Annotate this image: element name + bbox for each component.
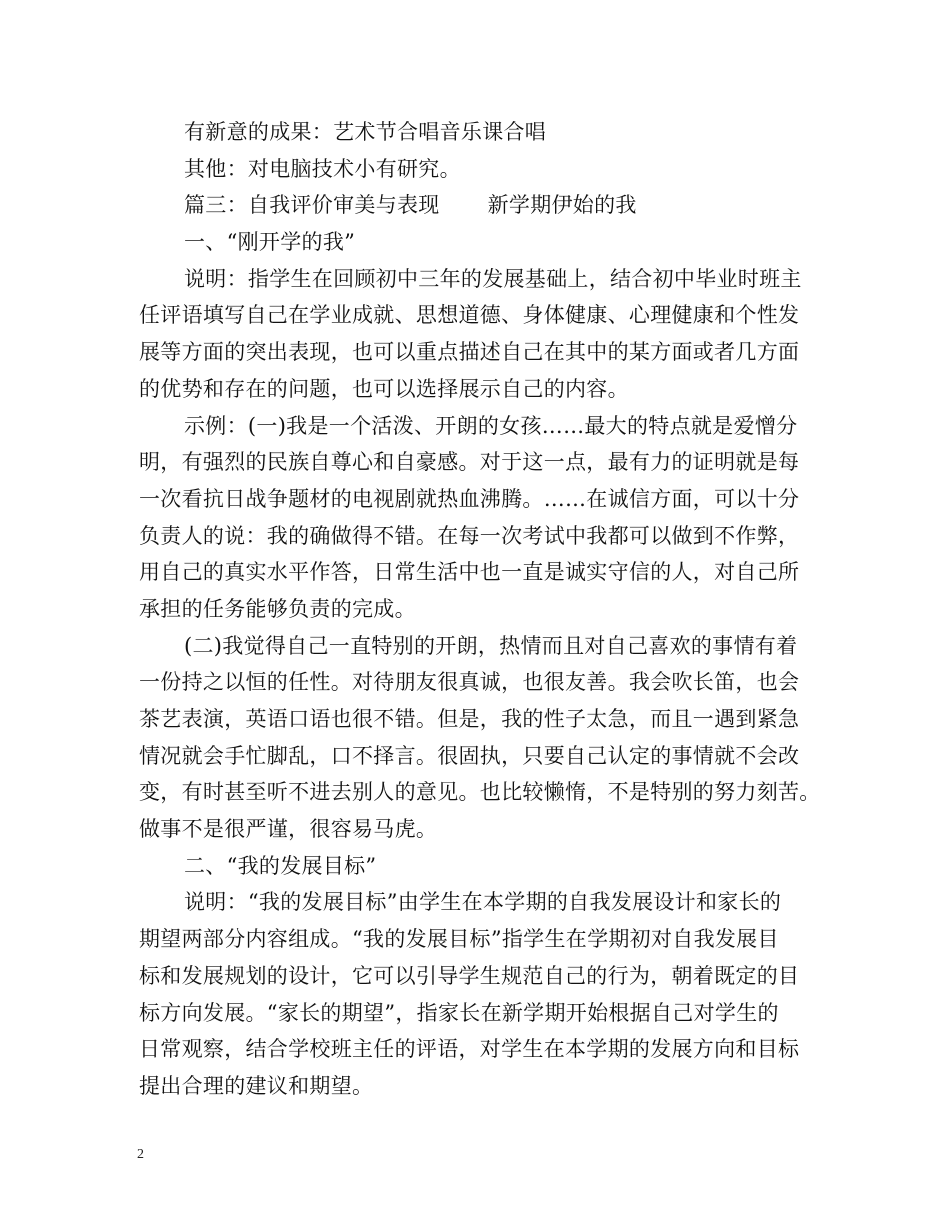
paragraph-line: 承担的任务能够负责的完成。: [139, 596, 416, 621]
page-number: 2: [137, 1147, 144, 1162]
paragraph-line: 一份持之以恒的任性。对待朋友很真诚，也很友善。我会吹长笛，也会: [139, 670, 800, 695]
paragraph-line: 标和发展规划的设计，它可以引导学生规范自己的行为，朝着既定的目: [139, 963, 800, 988]
paragraph-line: 其他：对电脑技术小有研究。: [184, 156, 461, 181]
section-title-line: [139, 187, 829, 224]
paragraph-line: 有新意的成果：艺术节合唱音乐课合唱: [184, 120, 547, 144]
paragraph-line: 明，有强烈的民族自尊心和自豪感。对于这一点，最有力的证明就是每: [139, 450, 800, 475]
paragraph-line: 做事不是很严谨，很容易马虎。: [139, 817, 438, 842]
section-heading: 二、“我的发展目标”: [184, 853, 377, 878]
paragraph-line: 任评语填写自己在学业成就、思想道德、身体健康、心理健康和个性发: [139, 303, 800, 328]
paragraph-line: 示例：(一)我是一个活泼、开朗的女孩……最大的特点就是爱憎分: [184, 413, 798, 438]
paragraph-line: 用自己的真实水平作答，日常生活中也一直是诚实守信的人，对自己所: [139, 560, 800, 585]
section-heading: 一、“刚开学的我”: [184, 230, 356, 255]
paragraph-line: 变，有时甚至听不进去别人的意见。也比较懒惰，不是特别的努力刻苦。: [139, 780, 821, 805]
paragraph-line: 标方向发展。“家长的期望”，指家长在新学期开始根据自己对学生的: [139, 1000, 779, 1025]
section-title: 篇三：自我评价审美与表现: [184, 193, 440, 218]
paragraph-line: 茶艺表演，英语口语也很不错。但是，我的性子太急，而且一遇到紧急: [139, 707, 800, 731]
paragraph-line: 一次看抗日战争题材的电视剧就热血沸腾。……在诚信方面，可以十分: [139, 486, 800, 511]
paragraph-line: (二)我觉得自己一直特别的开朗，热情而且对自己喜欢的事情有着: [184, 633, 798, 658]
paragraph-line: 说明：指学生在回顾初中三年的发展基础上，结合初中毕业时班主: [184, 266, 802, 291]
paragraph-line: 说明：“我的发展目标”由学生在本学期的自我发展设计和家长的: [184, 890, 782, 915]
paragraph-line: 提出合理的建议和期望。: [139, 1073, 374, 1098]
paragraph-line: 展等方面的突出表现，也可以重点描述自己在其中的某方面或者几方面: [139, 340, 800, 365]
document-body: [139, 114, 829, 1105]
paragraph-line: 期望两部分内容组成。“我的发展目标”指学生在学期初对自我发展目: [139, 927, 779, 952]
section-subtitle: 新学期伊始的我: [487, 193, 637, 218]
paragraph-line: 的优势和存在的问题，也可以选择展示自己的内容。: [139, 376, 629, 401]
paragraph-line: 情况就会手忙脚乱，口不择言。很固执，只要自己认定的事情就不会改: [139, 743, 800, 768]
paragraph-line: 负责人的说：我的确做得不错。在每一次考试中我都可以做到不作弊，: [139, 523, 800, 548]
paragraph-line: 日常观察，结合学校班主任的评语，对学生在本学期的发展方向和目标: [139, 1037, 800, 1062]
